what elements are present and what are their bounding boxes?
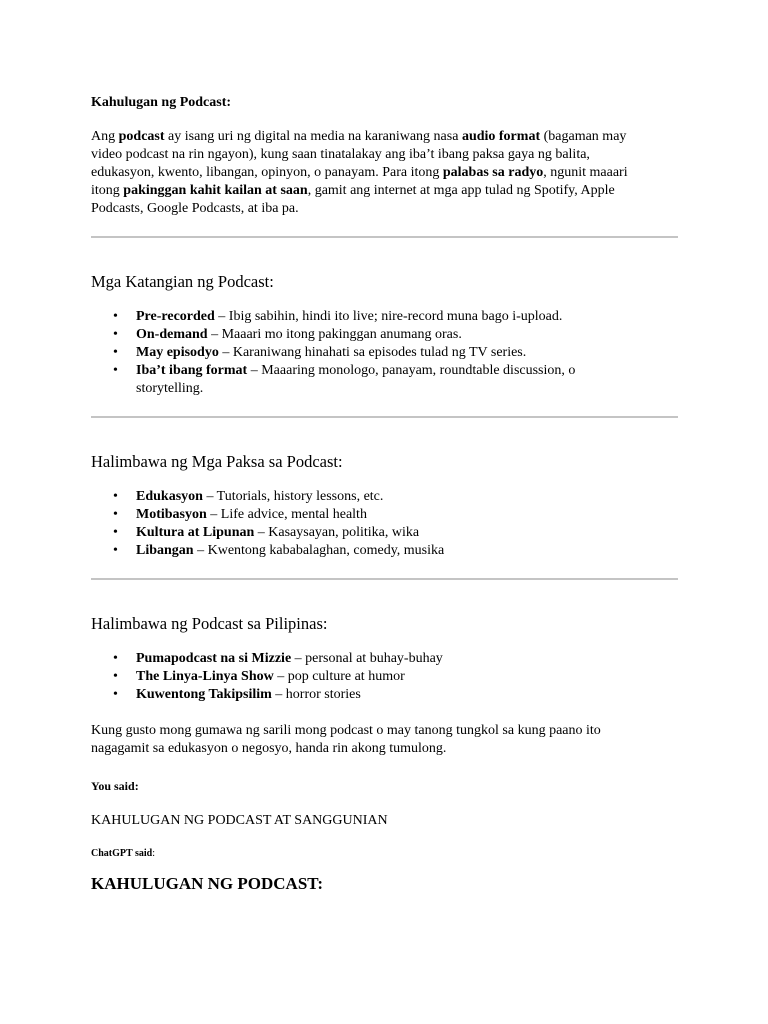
list-item: • Kuwentong Takipsilim – horror stories [113, 687, 361, 702]
list-item: • Edukasyon – Tutorials, history lessons, etc. [113, 489, 384, 504]
closing-paragraph [91, 722, 678, 758]
list-item: • Pumapodcast na si Mizzie – personal at buhay-buhay [113, 651, 443, 666]
list-item: • Pre-recorded – Ibig sabihin, hindi ito live; nire-record muna bago i-upload. [113, 309, 563, 324]
paksa-list [91, 488, 678, 560]
you-said-label: You said: [91, 779, 139, 793]
podcast-term: podcast [118, 129, 165, 144]
intro-paragraph [91, 128, 678, 218]
divider-2 [91, 416, 678, 418]
intro-line-2: video podcast na rin ngayon), kung saan tinatalakay ang iba’t ibang paksa gaya ng balita, [91, 147, 590, 162]
list-item: • May episodyo – Karaniwang hinahati sa episodes tulad ng TV series. [113, 345, 527, 360]
chatgpt-said-label: ChatGPT said: [91, 848, 156, 859]
divider-3 [91, 578, 678, 580]
closing-line-1: Kung gusto mong gumawa ng sarili mong podcast o may tanong tungkol sa kung paano ito [91, 723, 601, 738]
list-item: • Motibasyon – Life advice, mental health [113, 507, 367, 522]
divider-1 [91, 236, 678, 238]
pilipinas-list [91, 650, 678, 704]
paksa-heading: Halimbawa ng Mga Paksa sa Podcast: [91, 452, 343, 471]
audio-format-term: audio format [461, 129, 541, 144]
final-heading: KAHULUGAN NG PODCAST: [91, 874, 324, 893]
intro-line-4: itong pakinggan kahit kailan at saan, gamit ang internet at mga app tulad ng Spotify, Apple [91, 183, 615, 198]
intro-line-1: Ang podcast ay isang uri ng digital na media na karaniwang nasa audio format (bagaman may [91, 129, 627, 144]
intro-line-3: edukasyon, kwento, libangan, opinyon, o panayam. Para itong palabas sa radyo, ngunit maaari [91, 165, 628, 180]
list-item: • On-demand – Maaari mo itong pakinggan anumang oras. [113, 327, 462, 342]
katangian-heading: Mga Katangian ng Podcast: [91, 272, 274, 291]
intro-line-5: Podcasts, Google Podcasts, at iba pa. [91, 201, 299, 216]
pakinggan-term: pakinggan kahit kailan at saan [123, 183, 308, 198]
list-item: • The Linya-Linya Show – pop culture at humor [113, 669, 405, 684]
user-message: KAHULUGAN NG PODCAST AT SANGGUNIAN [91, 813, 388, 828]
list-item: • Libangan – Kwentong kababalaghan, comedy, musika [113, 543, 445, 558]
intro-heading: Kahulugan ng Podcast: [91, 95, 232, 110]
list-item: • Iba’t ibang format – Maaaring monologo, panayam, roundtable discussion, o storytelling. [113, 363, 576, 396]
list-item: • Kultura at Lipunan – Kasaysayan, politika, wika [113, 525, 420, 540]
closing-line-2: nagagamit sa edukasyon o negosyo, handa rin akong tumulong. [91, 741, 447, 756]
katangian-list [91, 308, 678, 398]
pilipinas-heading: Halimbawa ng Podcast sa Pilipinas: [91, 614, 328, 633]
palabas-term: palabas sa radyo [442, 165, 544, 180]
